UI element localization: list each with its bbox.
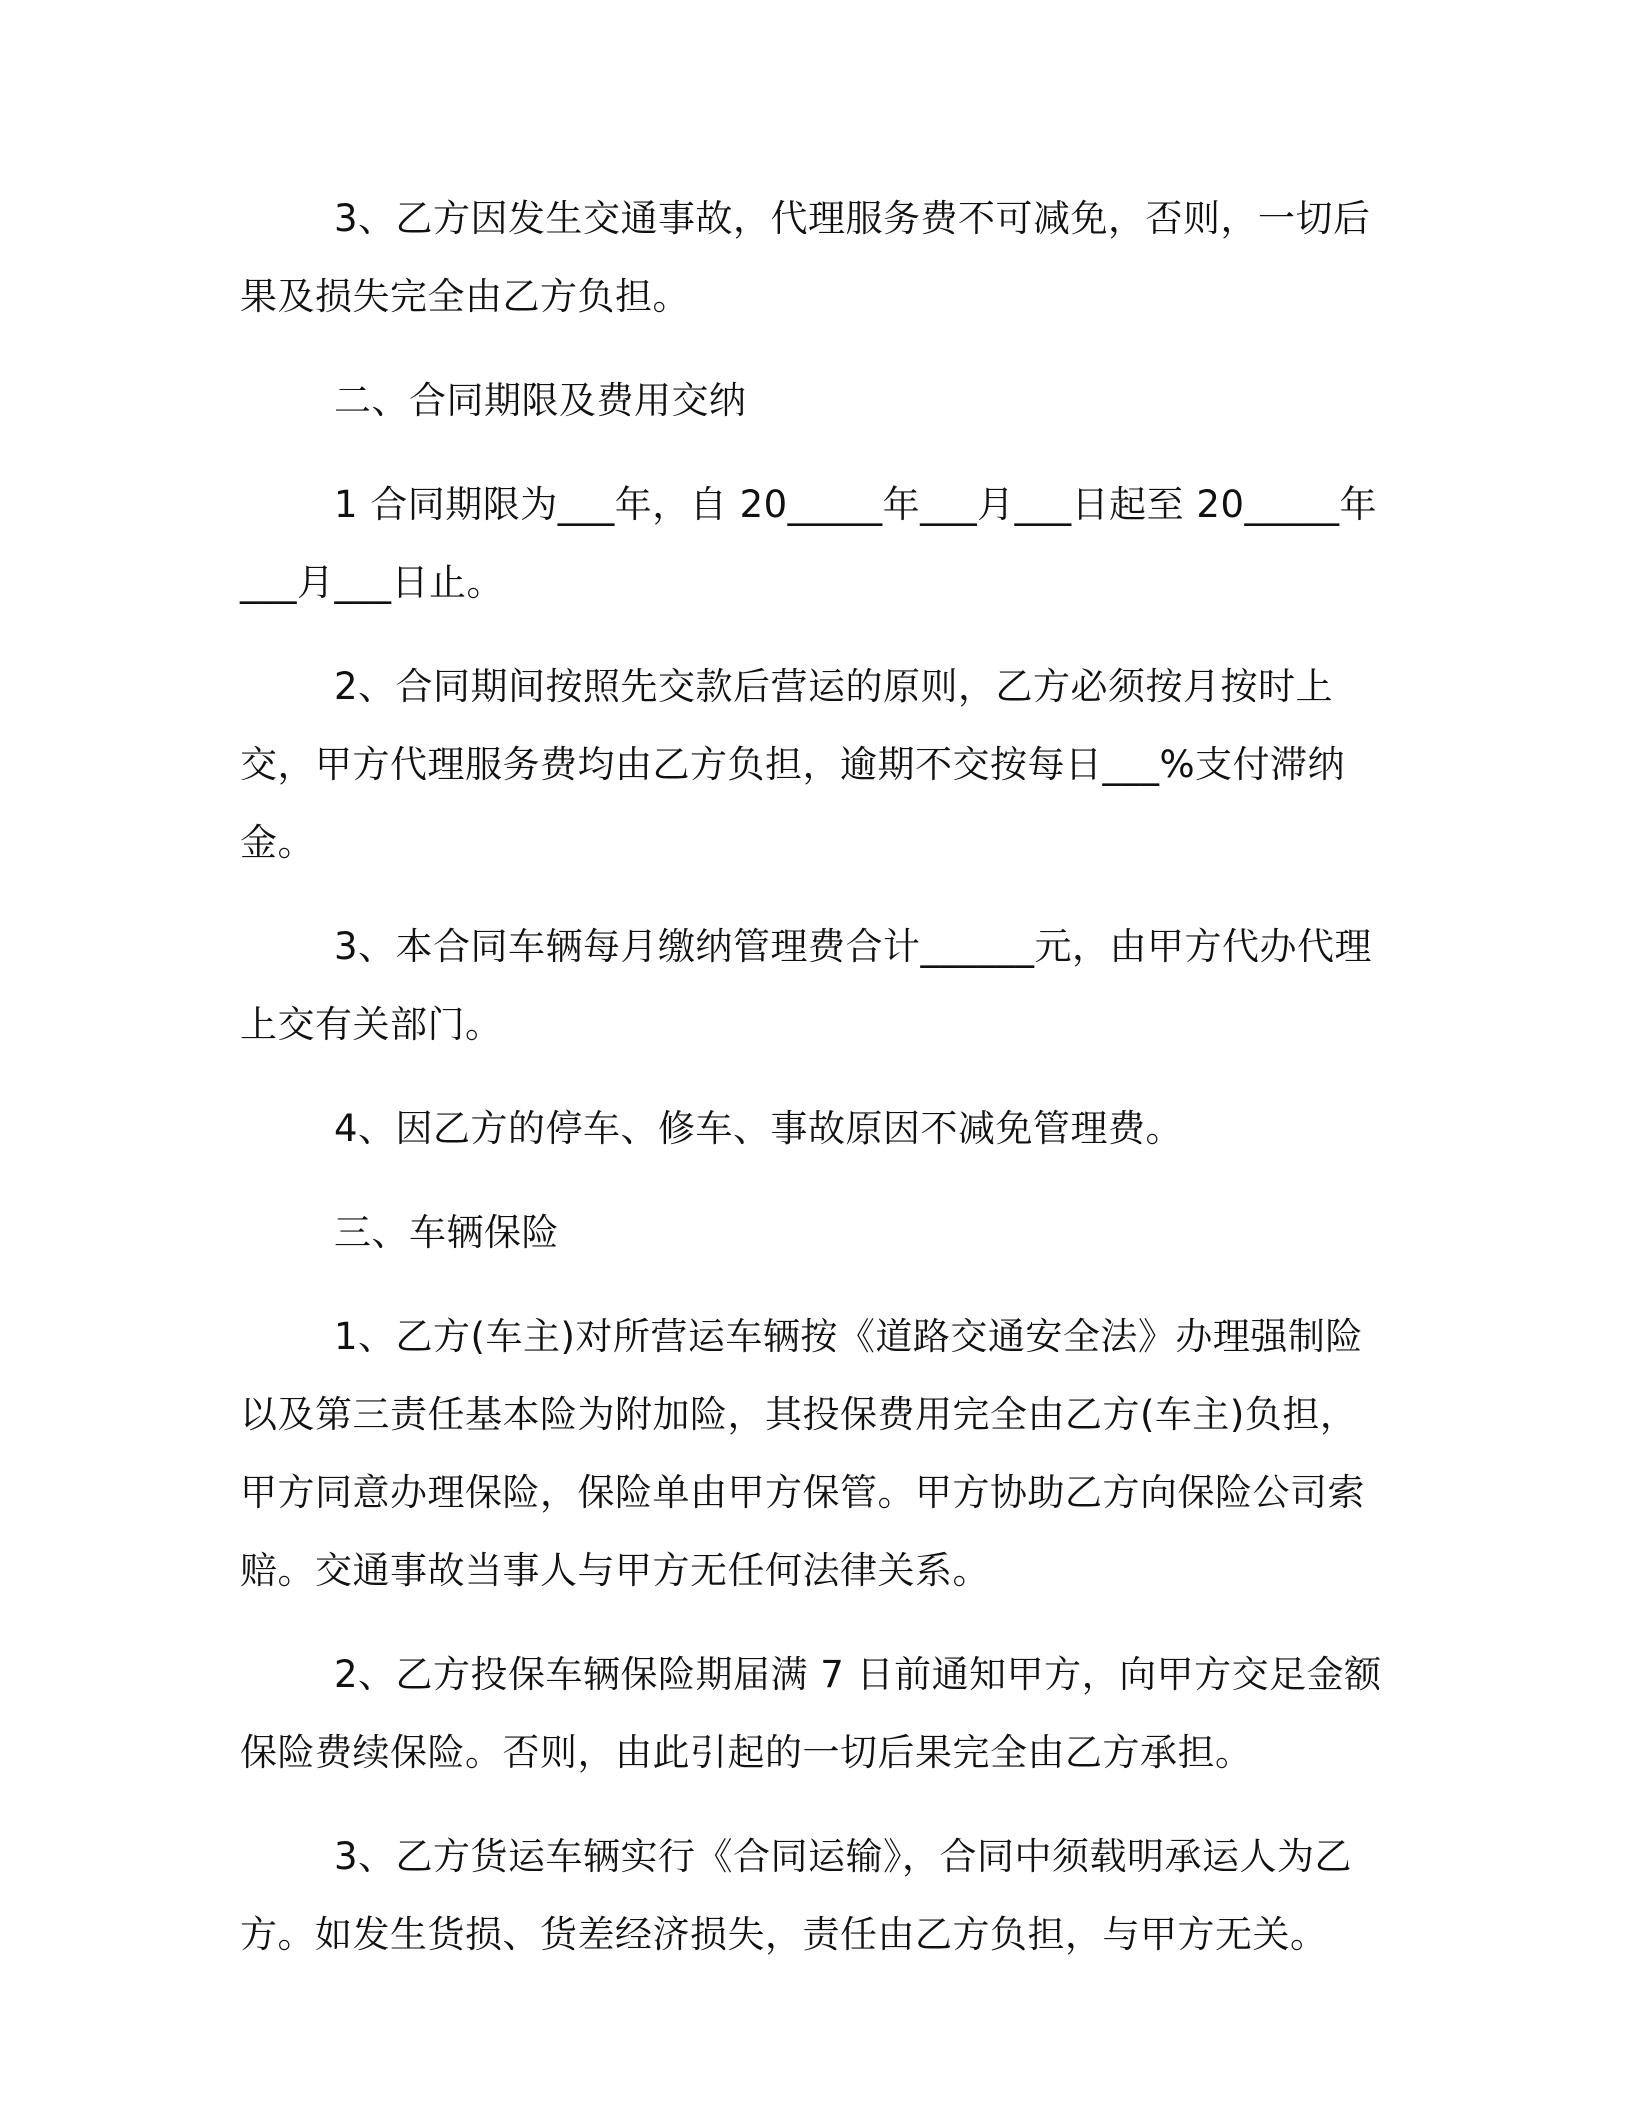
paragraph-cargo-transport: 3、乙方货运车辆实行《合同运输》，合同中须载明承运人为乙方。如发生货损、货差经济损失，责任由乙方负担，与甲方无关。 — [240, 1835, 1353, 1956]
paragraph-contract-term: 1 合同期限为___年，自 20_____年___月___日起至 20_____年___月___日止。 — [240, 483, 1377, 604]
paragraph-insurance-renewal: 2、乙方投保车辆保险期届满 7 日前通知甲方，向甲方交足金额保险费续保险。否则，由此引起的一切后果完全由乙方承担。 — [240, 1653, 1382, 1774]
paragraph-accident-fee: 3、乙方因发生交通事故，代理服务费不可减免，否则，一切后果及损失完全由乙方负担。 — [240, 197, 1371, 318]
document-body — [240, 180, 1390, 2000]
paragraph-no-fee-reduction: 4、因乙方的停车、修车、事故原因不减免管理费。 — [334, 1107, 1184, 1150]
paragraph-payment-principle: 2、合同期间按照先交款后营运的原则，乙方必须按月按时上交，甲方代理服务费均由乙方负担，逾期不交按每日___%支付滞纳金。 — [240, 665, 1346, 864]
section-heading-vehicle-insurance: 三、车辆保险 — [334, 1211, 559, 1254]
section-heading-term-and-fees: 二、合同期限及费用交纳 — [334, 379, 747, 422]
paragraph-management-fee: 3、本合同车辆每月缴纳管理费合计______元，由甲方代办代理上交有关部门。 — [240, 925, 1373, 1046]
paragraph-compulsory-insurance: 1、乙方(车主)对所营运车辆按《道路交通安全法》办理强制险以及第三责任基本险为附加险，其投保费用完全由乙方(车主)负担，甲方同意办理保险，保险单由甲方保管。甲方协助乙方向保险公司索赔。交通事故当事人与甲方无任何法律关系。 — [240, 1315, 1365, 1592]
